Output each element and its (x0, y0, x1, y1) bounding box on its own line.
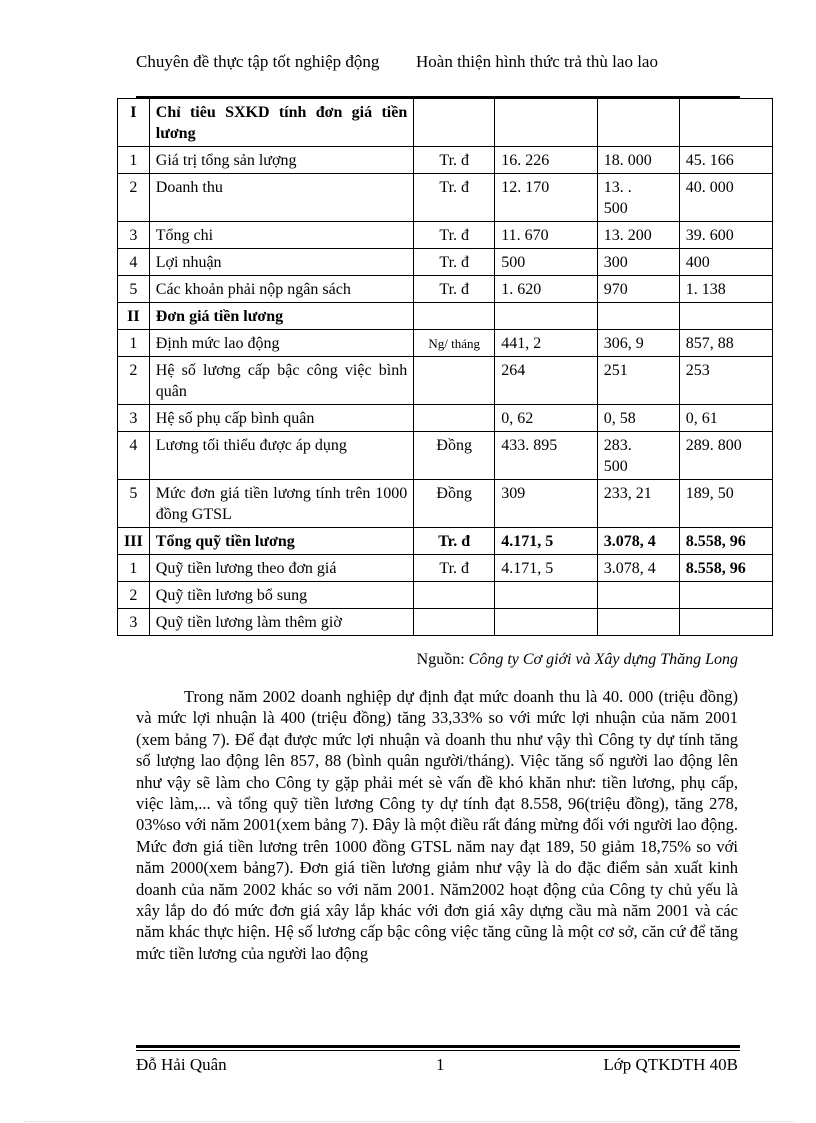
row-unit (414, 357, 495, 405)
row-value-2002 (679, 303, 772, 330)
row-value-2000: 11. 670 (495, 222, 598, 249)
row-number: 3 (118, 222, 150, 249)
row-unit: Tr. đ (414, 174, 495, 222)
footer-class: Lớp QTKDTH 40B (603, 1055, 738, 1074)
row-unit: Tr. đ (414, 147, 495, 174)
row-value-2002: 0, 61 (679, 405, 772, 432)
row-value-2001: 970 (597, 276, 679, 303)
row-value-2000: 4.171, 5 (495, 528, 598, 555)
table-row (118, 555, 773, 582)
row-value-2001: 3.078, 4 (597, 555, 679, 582)
row-number: 4 (118, 432, 150, 480)
row-value-2000: 0, 62 (495, 405, 598, 432)
row-unit (414, 405, 495, 432)
row-label: Tổng chi (149, 222, 413, 249)
table-row (118, 609, 773, 636)
row-value-2001: 283. 500 (597, 432, 679, 480)
row-label: Quỹ tiền lương làm thêm giờ (149, 609, 413, 636)
row-number: 1 (118, 330, 150, 357)
footer-author: Đỗ Hải Quân (136, 1055, 227, 1074)
row-label: Hệ số phụ cấp bình quân (149, 405, 413, 432)
row-number: 3 (118, 405, 150, 432)
table-row (118, 249, 773, 276)
row-value-2001: 300 (597, 249, 679, 276)
row-value-2002 (679, 609, 772, 636)
row-number: 4 (118, 249, 150, 276)
row-value-2000: 4.171, 5 (495, 555, 598, 582)
table-row (118, 405, 773, 432)
row-number: I (118, 99, 150, 147)
row-unit: Tr. đ (414, 528, 495, 555)
row-value-2002: 1. 138 (679, 276, 772, 303)
table-row (118, 276, 773, 303)
row-label: Lương tối thiểu được áp dụng (149, 432, 413, 480)
row-value-2001 (597, 303, 679, 330)
footer-rule-thin (136, 1050, 740, 1051)
row-unit: Tr. đ (414, 555, 495, 582)
row-value-2002 (679, 582, 772, 609)
table-row (118, 303, 773, 330)
header-left-title: Chuyên đề thực tập tốt nghiệp động (136, 52, 380, 71)
source-note (417, 650, 738, 670)
row-value-2002: 39. 600 (679, 222, 772, 249)
row-value-2000: 1. 620 (495, 276, 598, 303)
row-label: Hệ số lương cấp bậc công việc bình quân (149, 357, 413, 405)
row-label: Các khoản phải nộp ngân sách (149, 276, 413, 303)
row-value-2001: 13. 200 (597, 222, 679, 249)
row-value-2002: 45. 166 (679, 147, 772, 174)
row-unit: Đồng (414, 480, 495, 528)
row-number: II (118, 303, 150, 330)
row-value-2002: 8.558, 96 (679, 555, 772, 582)
row-value-2002 (679, 99, 772, 147)
row-value-2000: 441, 2 (495, 330, 598, 357)
row-number: 2 (118, 582, 150, 609)
row-value-2000 (495, 609, 598, 636)
table-row (118, 330, 773, 357)
table-row (118, 222, 773, 249)
row-value-2001: 18. 000 (597, 147, 679, 174)
table-row (118, 480, 773, 528)
row-value-2002: 189, 50 (679, 480, 772, 528)
row-value-2002: 40. 000 (679, 174, 772, 222)
row-number: 2 (118, 357, 150, 405)
row-number: 1 (118, 555, 150, 582)
table-row (118, 432, 773, 480)
row-value-2001 (597, 582, 679, 609)
row-unit: Tr. đ (414, 249, 495, 276)
row-unit: Ng/ tháng (414, 330, 495, 357)
row-value-2000: 500 (495, 249, 598, 276)
row-label: Chỉ tiêu SXKD tính đơn giá tiền lương (149, 99, 413, 147)
row-label: Định mức lao động (149, 330, 413, 357)
row-value-2000: 309 (495, 480, 598, 528)
table-row (118, 174, 773, 222)
row-label: Tổng quỹ tiền lương (149, 528, 413, 555)
row-value-2002: 289. 800 (679, 432, 772, 480)
row-value-2001: 3.078, 4 (597, 528, 679, 555)
table-row (118, 582, 773, 609)
table-row (118, 99, 773, 147)
row-unit (414, 609, 495, 636)
row-value-2001: 251 (597, 357, 679, 405)
row-label: Quỹ tiền lương theo đơn giá (149, 555, 413, 582)
row-unit (414, 303, 495, 330)
row-value-2001 (597, 609, 679, 636)
table-row (118, 528, 773, 555)
row-label: Giá trị tổng sản lượng (149, 147, 413, 174)
row-value-2001: 306, 9 (597, 330, 679, 357)
table-row (118, 357, 773, 405)
row-number: 3 (118, 609, 150, 636)
footer-page-number: 1 (436, 1055, 445, 1074)
row-label: Lợi nhuận (149, 249, 413, 276)
footer-rule-thick (136, 1045, 740, 1048)
row-value-2000 (495, 99, 598, 147)
row-value-2002: 400 (679, 249, 772, 276)
row-value-2000 (495, 582, 598, 609)
header-right-title: Hoàn thiện hình thức trả thù lao lao (416, 52, 658, 71)
row-unit (414, 582, 495, 609)
row-number: III (118, 528, 150, 555)
row-value-2002: 857, 88 (679, 330, 772, 357)
table-row (118, 147, 773, 174)
row-value-2001: 233, 21 (597, 480, 679, 528)
row-number: 5 (118, 276, 150, 303)
row-unit: Đồng (414, 432, 495, 480)
row-unit (414, 99, 495, 147)
row-label: Đơn giá tiền lương (149, 303, 413, 330)
row-value-2000: 264 (495, 357, 598, 405)
wage-table (117, 98, 773, 636)
row-number: 5 (118, 480, 150, 528)
row-label: Quỹ tiền lương bổ sung (149, 582, 413, 609)
row-label: Mức đơn giá tiền lương tính trên 1000 đồng GTSL (149, 480, 413, 528)
row-value-2002: 8.558, 96 (679, 528, 772, 555)
row-value-2000: 12. 170 (495, 174, 598, 222)
row-value-2000: 16. 226 (495, 147, 598, 174)
row-number: 2 (118, 174, 150, 222)
row-value-2001 (597, 99, 679, 147)
row-value-2001: 0, 58 (597, 405, 679, 432)
row-unit: Tr. đ (414, 222, 495, 249)
source-name: Công ty Cơ giới và Xây dựng Thăng Long (468, 651, 738, 668)
body-paragraph: Trong năm 2002 doanh nghiệp dự định đạt mức doanh thu là 40. 000 (triệu đồng) và mức lợi nhuận là 400 (triệu đồng) tăng 33,33% so với mức lợi nhuận của năm 2001 (xem bảng 7). Để đạt được mức lợi nhuận và doanh thu như vậy thì Công ty dự tính tăng số lượng lao động lên 857, 88 (bình quân người/tháng). Việc tăng số người lao động lên như vậy sẽ làm cho Công ty gặp phải mét sè vấn đề khó khăn như: tiền lương, phụ cấp, việc làm,... và tổng quỹ tiền lương Công ty dự tính đạt 8.558, 96(triệu đồng), tăng 278, 03%so với năm 2001(xem bảng 7). Đây là một điều rất đáng mừng đối với người lao động. Mức đơn giá tiền lương trên 1000 đồng GTSL năm nay đạt 189, 50 giảm 18,75% so với năm 2000(xem bảng7). Đơn giá tiền lương giảm như vậy là do đặc điểm sản xuất kinh doanh của năm 2002 khác so với năm 2001. Năm2002 hoạt động của Công ty chủ yếu là xây lắp do đó mức đơn giá xây lắp khác với đơn giá xây dựng cầu mà năm 2001 và các năm khác thực hiện. Hệ số lương cấp bậc công việc tăng cũng là một cơ sở, căn cứ để tăng mức tiền lương của người lao động (136, 687, 738, 963)
row-value-2000: 433. 895 (495, 432, 598, 480)
row-number: 1 (118, 147, 150, 174)
row-unit: Tr. đ (414, 276, 495, 303)
row-value-2000 (495, 303, 598, 330)
source-prefix: Nguồn: (416, 651, 465, 668)
row-label: Doanh thu (149, 174, 413, 222)
row-value-2001: 13. . 500 (597, 174, 679, 222)
row-value-2002: 253 (679, 357, 772, 405)
